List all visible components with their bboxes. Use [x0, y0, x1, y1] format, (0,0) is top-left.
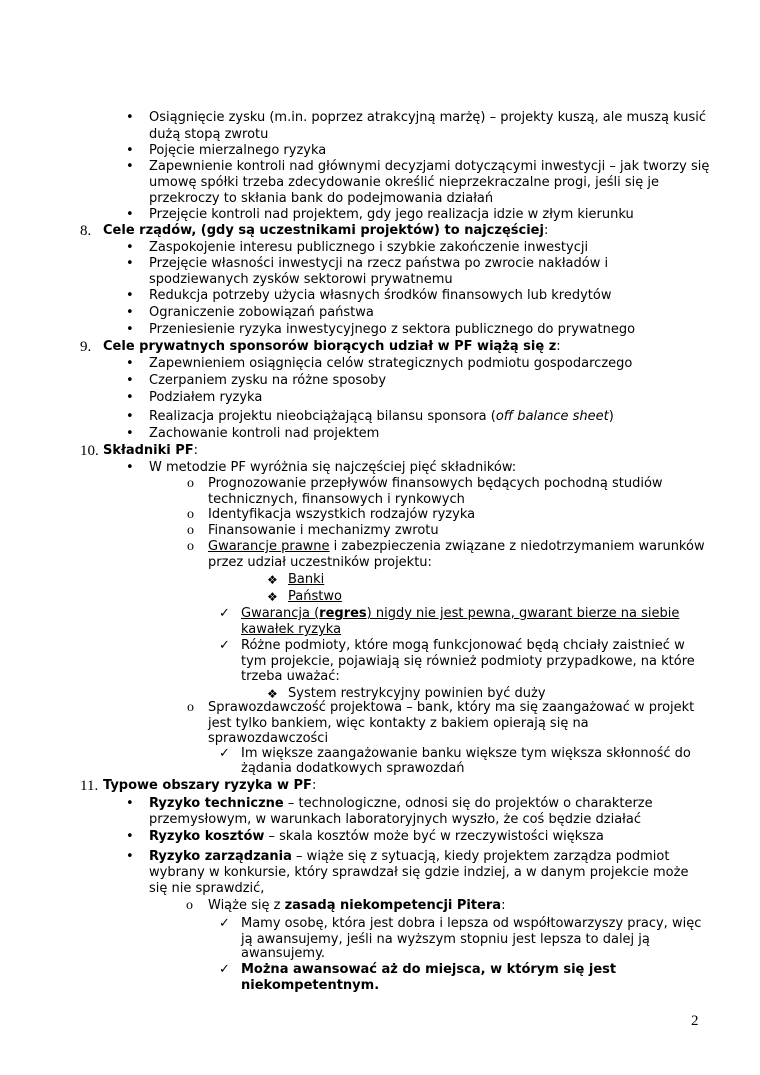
text-line [103, 443, 198, 459]
text: : [193, 443, 199, 458]
text-line [149, 191, 493, 207]
bold-text: Cele rządów, (gdy są uczestnikami projektów) to najczęściej [103, 223, 544, 238]
list-marker: o [186, 898, 193, 913]
text-line [241, 669, 340, 685]
list-marker: ✓ [219, 606, 230, 621]
text-line [149, 207, 634, 223]
text: jest tylko bankiem, więc kontakty z bakiem opierają się na [208, 716, 589, 731]
text-line [241, 606, 679, 622]
text-line [103, 778, 316, 794]
text: Sprawozdawczość projektowa – bank, który ma się zaangażować w projekt [208, 700, 695, 715]
text: przez udział uczestników projektu: [208, 555, 432, 570]
list-marker: • [126, 207, 134, 222]
text-line [149, 849, 669, 865]
text-line [208, 523, 439, 539]
text-line [149, 390, 262, 406]
list-marker: • [126, 390, 134, 405]
bold-text: Ryzyko kosztów [149, 829, 265, 844]
list-marker: 10. [80, 443, 99, 459]
list-marker: • [126, 256, 134, 271]
text: Wiąże się z [208, 898, 285, 913]
text-line [149, 865, 688, 881]
text-line [149, 159, 709, 175]
text-line [208, 898, 505, 914]
list-marker: ✓ [219, 638, 230, 653]
page-number: 2 [691, 1013, 699, 1029]
text-line [208, 539, 705, 555]
list-marker: • [126, 356, 134, 371]
text-line [241, 761, 465, 777]
list-marker: 8. [80, 223, 92, 239]
text: System restrykcyjny powinien być duży [288, 686, 546, 701]
text-line [241, 978, 379, 994]
text: Identyfikacja wszystkich rodzajów ryzyka [208, 507, 476, 522]
text: : [311, 778, 317, 793]
text: Przejęcie własności inwestycji na rzecz państwa po zwrocie nakładów i [149, 256, 609, 271]
text: Prognozowanie przepływów finansowych będących pochodną studiów [208, 476, 663, 491]
list-marker: • [126, 829, 134, 844]
list-marker: • [126, 322, 134, 337]
text: przekroczy to skłania bank do podejmowania działań [149, 191, 494, 206]
list-marker: • [126, 373, 134, 388]
text: Mamy osobę, która jest dobra i lepsza od współtowarzyszy pracy, więc [241, 916, 702, 931]
list-marker: 9. [80, 339, 92, 355]
text: W metodzie PF wyróżnia się najczęściej pięć składników: [149, 460, 517, 475]
underlined-text: kawałek ryzyka [241, 622, 342, 637]
bold-text: zasadą niekompetencji Pitera [284, 898, 502, 913]
underlined-text: Gwarancje prawne [208, 539, 330, 554]
text: ją awansujemy, jeśli na wyższym stopniu jest lepsza to dalej ją [241, 932, 650, 947]
text-line [208, 507, 475, 523]
text: – skala kosztów może być w rzeczywistości większa [264, 829, 604, 844]
list-marker: • [126, 460, 134, 475]
text: Pojęcie mierzalnego ryzyka [149, 143, 327, 158]
text-line [149, 796, 653, 812]
text-line [149, 322, 635, 338]
text: dużą stopą zwrotu [149, 127, 269, 142]
text-line [208, 476, 663, 492]
list-marker: o [187, 476, 194, 491]
list-marker: o [187, 507, 194, 522]
text: : [556, 339, 561, 354]
text: żądania dodatkowych sprawozdań [241, 761, 465, 776]
text-line [149, 110, 706, 126]
text-line [149, 409, 614, 425]
underlined-text: Gwarancja ( [241, 606, 320, 621]
text-line [208, 731, 328, 747]
text: wybrany w konkursie, który sprawdzał się gdzie indziej, a w danym projekcie może [149, 865, 689, 880]
text: spodziewanych zysków sektorowi prywatnemu [149, 272, 453, 287]
text-line [149, 305, 374, 321]
list-marker: ✓ [219, 916, 230, 931]
bold-text: Składniki PF [103, 443, 194, 458]
text-line [149, 256, 608, 272]
text-line [149, 175, 659, 191]
text: awansujemy. [241, 946, 326, 961]
text: Przejęcie kontroli nad projektem, gdy jego realizacja idzie w złym kierunku [149, 207, 634, 222]
bold-text: Ryzyko zarządzania [149, 849, 292, 864]
text-line [241, 746, 691, 762]
text-line [288, 572, 324, 588]
text-line [208, 492, 465, 508]
text: przemysłowym, w warunkach laboratoryjnych wyszło, że coś będzie działać [149, 812, 641, 827]
text-line [149, 881, 264, 897]
text: Ograniczenie zobowiązań państwa [149, 305, 374, 320]
text: się nie sprawdzić, [149, 881, 265, 896]
list-marker: ❖ [267, 687, 278, 701]
text-line [149, 812, 641, 828]
text: technicznych, finansowych i rynkowych [208, 492, 465, 507]
text-line [208, 700, 694, 716]
list-marker: • [126, 240, 134, 255]
text-line [149, 240, 588, 256]
text-line [149, 829, 604, 845]
text: : [501, 898, 506, 913]
text-line [103, 339, 561, 355]
text: Zachowanie kontroli nad projektem [149, 426, 380, 441]
text: Zaspokojenie interesu publicznego i szybkie zakończenie inwestycji [149, 240, 589, 255]
list-marker: • [126, 159, 134, 174]
underlined-text: ) nigdy nie jest pewna, gwarant bierze na siebie [366, 606, 680, 621]
text: i zabezpieczenia związane z niedotrzymaniem warunków [329, 539, 705, 554]
text-line [208, 716, 589, 732]
underlined-text: Państwo [288, 589, 342, 604]
text-line [208, 555, 432, 571]
text: Podziałem ryzyka [149, 390, 263, 405]
text-line [149, 426, 379, 442]
text: trzeba uważać: [241, 669, 340, 684]
list-marker: ❖ [267, 590, 278, 604]
list-marker: o [187, 523, 194, 538]
italic-text: off balance sheet [495, 409, 609, 424]
list-marker: • [126, 409, 134, 424]
text-line [149, 127, 268, 143]
text: Realizacja projektu nieobciążającą bilansu sponsora ( [149, 409, 496, 424]
list-marker: • [126, 849, 134, 864]
list-marker: ✓ [219, 746, 230, 761]
text: Czerpaniem zysku na różne sposoby [149, 373, 387, 388]
list-marker: o [187, 539, 194, 554]
text-line [288, 589, 342, 605]
text-line [149, 288, 611, 304]
text: Zapewnienie kontroli nad głównymi decyzjami dotyczącymi inwestycji – jak tworzy się [149, 159, 710, 174]
text: Zapewnieniem osiągnięcia celów strategicznych podmiotu gospodarczego [149, 356, 633, 371]
bold-text: Można awansować aż do miejsca, w którym się jest [241, 962, 617, 977]
text: : [543, 223, 549, 238]
list-marker: • [126, 305, 134, 320]
bold-text: Typowe obszary ryzyka w PF [103, 778, 312, 793]
list-marker: • [126, 426, 134, 441]
text-line [241, 638, 685, 654]
text-line [241, 962, 616, 978]
list-marker: ✓ [219, 962, 230, 977]
text: tym projekcie, pojawiają się również podmioty przypadkowe, na które [241, 654, 695, 669]
bold-underlined-text: regres [319, 606, 367, 621]
text-line [103, 223, 548, 239]
text-line [149, 460, 516, 476]
text: Osiągnięcie zysku (m.in. poprzez atrakcyjną marżę) – projekty kuszą, ale muszą kusić [149, 110, 706, 125]
text-line [241, 946, 325, 962]
list-marker: 11. [80, 778, 99, 794]
text-line [241, 916, 701, 932]
text-line [149, 373, 386, 389]
text-line [149, 272, 453, 288]
list-marker: • [126, 110, 134, 125]
text: – technologiczne, odnosi się do projektów o charakterze [283, 796, 653, 811]
list-marker: ❖ [267, 573, 278, 587]
bold-text: Ryzyko techniczne [149, 796, 284, 811]
list-marker: • [126, 796, 134, 811]
text: Przeniesienie ryzyka inwestycyjnego z sektora publicznego do prywatnego [149, 322, 636, 337]
text: sprawozdawczości [208, 731, 329, 746]
text: ) [608, 409, 614, 424]
underlined-text: Banki [288, 572, 325, 587]
text-line [241, 622, 341, 638]
list-marker: • [126, 143, 134, 158]
text: umowę spółki trzeba zdecydowanie określić nieprzekraczalne progi, jeśli się je [149, 175, 659, 190]
text: – wiąże się z sytuacją, kiedy projektem zarządza podmiot [291, 849, 670, 864]
text: Finansowanie i mechanizmy zwrotu [208, 523, 439, 538]
text-line [241, 654, 695, 670]
text: Redukcja potrzeby użycia własnych środków finansowych lub kredytów [149, 288, 612, 303]
text-line [149, 356, 632, 372]
bold-text: Cele prywatnych sponsorów biorących udział w PF wiążą się z [103, 339, 557, 354]
text: Im większe zaangażowanie banku większe tym większa skłonność do [241, 746, 691, 761]
text-line [149, 143, 326, 159]
list-marker: o [187, 700, 194, 715]
text: Różne podmioty, które mogą funkcjonować będą chciały zaistnieć w [241, 638, 685, 653]
list-marker: • [126, 288, 134, 303]
bold-text: niekompetentnym. [241, 978, 380, 993]
